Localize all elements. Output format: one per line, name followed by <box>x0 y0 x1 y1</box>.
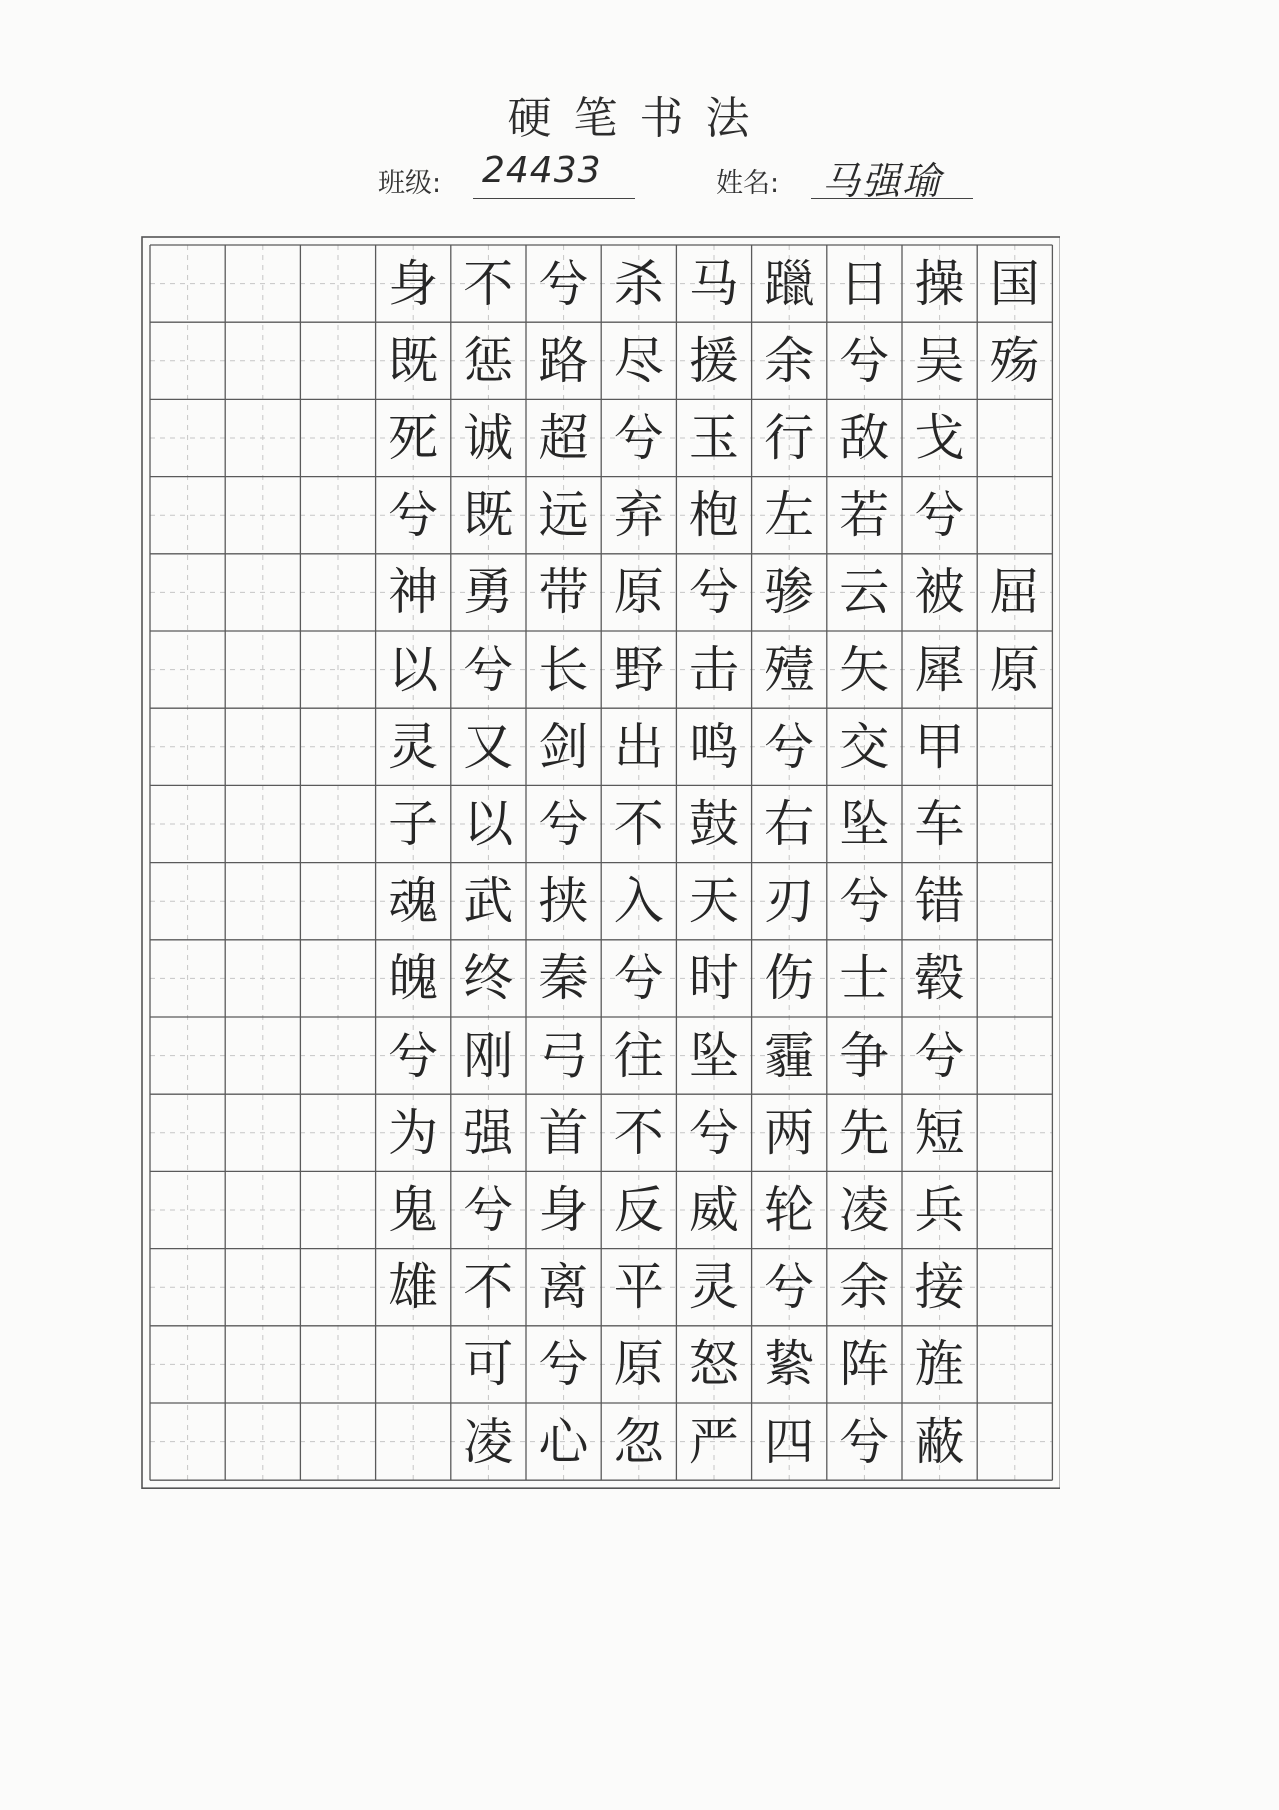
grid-char: 终 <box>463 949 514 1008</box>
grid-char: 挟 <box>538 872 589 931</box>
grid-char: 殪 <box>764 640 815 699</box>
grid-char: 兮 <box>388 486 439 545</box>
grid-char: 弃 <box>613 486 664 545</box>
grid-char: 武 <box>463 872 514 931</box>
grid-char: 左 <box>764 486 815 545</box>
grid-char: 鬼 <box>388 1180 439 1239</box>
grid-char: 首 <box>538 1103 589 1162</box>
grid-char: 兮 <box>388 1026 439 1085</box>
grid-char: 凌 <box>463 1412 514 1471</box>
grid-char: 死 <box>388 408 439 467</box>
grid-char: 士 <box>839 949 890 1008</box>
grid-char: 霾 <box>764 1026 815 1085</box>
grid-char: 子 <box>388 794 439 853</box>
grid-char: 野 <box>613 640 664 699</box>
grid-char: 敌 <box>839 408 890 467</box>
grid-char: 兮 <box>688 1103 739 1162</box>
grid-char: 兮 <box>538 1335 589 1394</box>
grid-char: 怒 <box>688 1335 739 1394</box>
grid-char: 犀 <box>914 640 965 699</box>
grid-char: 云 <box>839 563 890 622</box>
writing-grid <box>141 236 1060 1503</box>
grid-char: 长 <box>538 640 589 699</box>
grid-char: 天 <box>688 872 739 931</box>
grid-char: 屈 <box>989 563 1040 622</box>
grid-char: 远 <box>538 486 589 545</box>
grid-char: 魂 <box>388 872 439 931</box>
grid-char: 刚 <box>463 1026 514 1085</box>
grid-char: 兮 <box>839 331 890 390</box>
grid-char: 兮 <box>463 1180 514 1239</box>
grid-char: 兮 <box>538 794 589 853</box>
grid-char: 絷 <box>764 1335 815 1394</box>
grid-char: 日 <box>839 254 890 313</box>
grid-char: 殇 <box>989 331 1040 390</box>
grid-char: 魄 <box>388 949 439 1008</box>
grid-char: 离 <box>538 1258 589 1317</box>
grid-char: 兮 <box>688 563 739 622</box>
class-label: 班级: <box>378 168 442 199</box>
grid-char: 先 <box>839 1103 890 1162</box>
grid-char: 勇 <box>463 563 514 622</box>
grid-char: 甲 <box>914 717 965 776</box>
name-underline <box>811 198 973 199</box>
grid-char: 兮 <box>764 1258 815 1317</box>
grid-char: 入 <box>613 872 664 931</box>
grid-char: 接 <box>914 1258 965 1317</box>
grid-char: 马 <box>688 254 739 313</box>
grid-char: 伤 <box>764 949 815 1008</box>
grid-char: 雄 <box>388 1258 439 1317</box>
grid-char: 吴 <box>914 331 965 390</box>
grid-char: 蔽 <box>914 1412 965 1471</box>
grid-char: 不 <box>463 1258 514 1317</box>
grid-char: 轮 <box>764 1180 815 1239</box>
grid-char: 兮 <box>764 717 815 776</box>
grid-char: 既 <box>388 331 439 390</box>
grid-char: 击 <box>688 640 739 699</box>
grid-char: 出 <box>613 717 664 776</box>
grid-char: 惩 <box>463 331 514 390</box>
grid-char: 短 <box>914 1103 965 1162</box>
name-value: 马强瑜 <box>822 159 943 203</box>
grid-char: 秦 <box>538 949 589 1008</box>
grid-char: 操 <box>914 254 965 313</box>
grid-char: 又 <box>463 717 514 776</box>
grid-char: 车 <box>914 794 965 853</box>
grid-char: 兮 <box>613 949 664 1008</box>
grid-char: 以 <box>388 640 439 699</box>
grid-char: 旌 <box>914 1335 965 1394</box>
grid-char: 鼓 <box>688 794 739 853</box>
grid-char: 心 <box>538 1412 589 1471</box>
grid-char: 躐 <box>764 254 815 313</box>
grid-char: 兮 <box>914 486 965 545</box>
grid-char: 反 <box>613 1180 664 1239</box>
grid-char: 往 <box>613 1026 664 1085</box>
class-underline <box>473 198 635 199</box>
grid-char: 枹 <box>688 486 739 545</box>
grid-char: 兮 <box>839 872 890 931</box>
grid-char: 原 <box>989 640 1040 699</box>
grid-char: 玉 <box>688 408 739 467</box>
grid-char: 身 <box>538 1180 589 1239</box>
grid-char: 坠 <box>688 1026 739 1085</box>
grid-char: 右 <box>764 794 815 853</box>
grid-char: 四 <box>764 1412 815 1471</box>
grid-char: 阵 <box>839 1335 890 1394</box>
grid-char: 错 <box>914 872 965 931</box>
grid-char: 弓 <box>538 1026 589 1085</box>
grid-char: 原 <box>613 1335 664 1394</box>
grid-char: 兮 <box>914 1026 965 1085</box>
grid-char: 戈 <box>914 408 965 467</box>
grid-char: 行 <box>764 408 815 467</box>
grid-char: 兮 <box>538 254 589 313</box>
name-label: 姓名: <box>716 168 780 199</box>
grid-char: 国 <box>989 254 1040 313</box>
grid-char: 兮 <box>613 408 664 467</box>
grid-char: 凌 <box>839 1180 890 1239</box>
grid-char: 带 <box>538 563 589 622</box>
grid-char: 诚 <box>463 408 514 467</box>
grid-char: 原 <box>613 563 664 622</box>
grid-char: 时 <box>688 949 739 1008</box>
grid-char: 灵 <box>388 717 439 776</box>
grid-char: 骖 <box>764 563 815 622</box>
grid-char: 威 <box>688 1180 739 1239</box>
class-value: 24433 <box>482 150 602 191</box>
grid-char: 不 <box>613 1103 664 1162</box>
grid-char: 强 <box>463 1103 514 1162</box>
grid-char: 剑 <box>538 717 589 776</box>
grid-char: 毂 <box>914 949 965 1008</box>
grid-char: 被 <box>914 563 965 622</box>
grid-char: 交 <box>839 717 890 776</box>
grid-char: 余 <box>764 331 815 390</box>
grid-char: 兵 <box>914 1180 965 1239</box>
grid-char: 兮 <box>839 1412 890 1471</box>
grid-char: 矢 <box>839 640 890 699</box>
grid-char: 鸣 <box>688 717 739 776</box>
grid-char: 若 <box>839 486 890 545</box>
grid-char: 忽 <box>613 1412 664 1471</box>
grid-char: 刃 <box>764 872 815 931</box>
grid-char: 余 <box>839 1258 890 1317</box>
grid-char: 援 <box>688 331 739 390</box>
grid-char: 平 <box>613 1258 664 1317</box>
grid-char: 超 <box>538 408 589 467</box>
grid-char: 不 <box>463 254 514 313</box>
grid-char: 身 <box>388 254 439 313</box>
grid-char: 尽 <box>613 331 664 390</box>
grid-char: 既 <box>463 486 514 545</box>
grid-char: 严 <box>688 1412 739 1471</box>
grid-char: 以 <box>463 794 514 853</box>
grid-char: 神 <box>388 563 439 622</box>
grid-char: 不 <box>613 794 664 853</box>
grid-char: 兮 <box>463 640 514 699</box>
grid-char: 路 <box>538 331 589 390</box>
grid-char: 争 <box>839 1026 890 1085</box>
grid-char: 为 <box>388 1103 439 1162</box>
grid-char: 灵 <box>688 1258 739 1317</box>
grid-char: 杀 <box>613 254 664 313</box>
grid-char: 可 <box>463 1335 514 1394</box>
grid-char: 坠 <box>839 794 890 853</box>
page-title: 硬笔书法 <box>507 93 772 144</box>
grid-char: 两 <box>764 1103 815 1162</box>
